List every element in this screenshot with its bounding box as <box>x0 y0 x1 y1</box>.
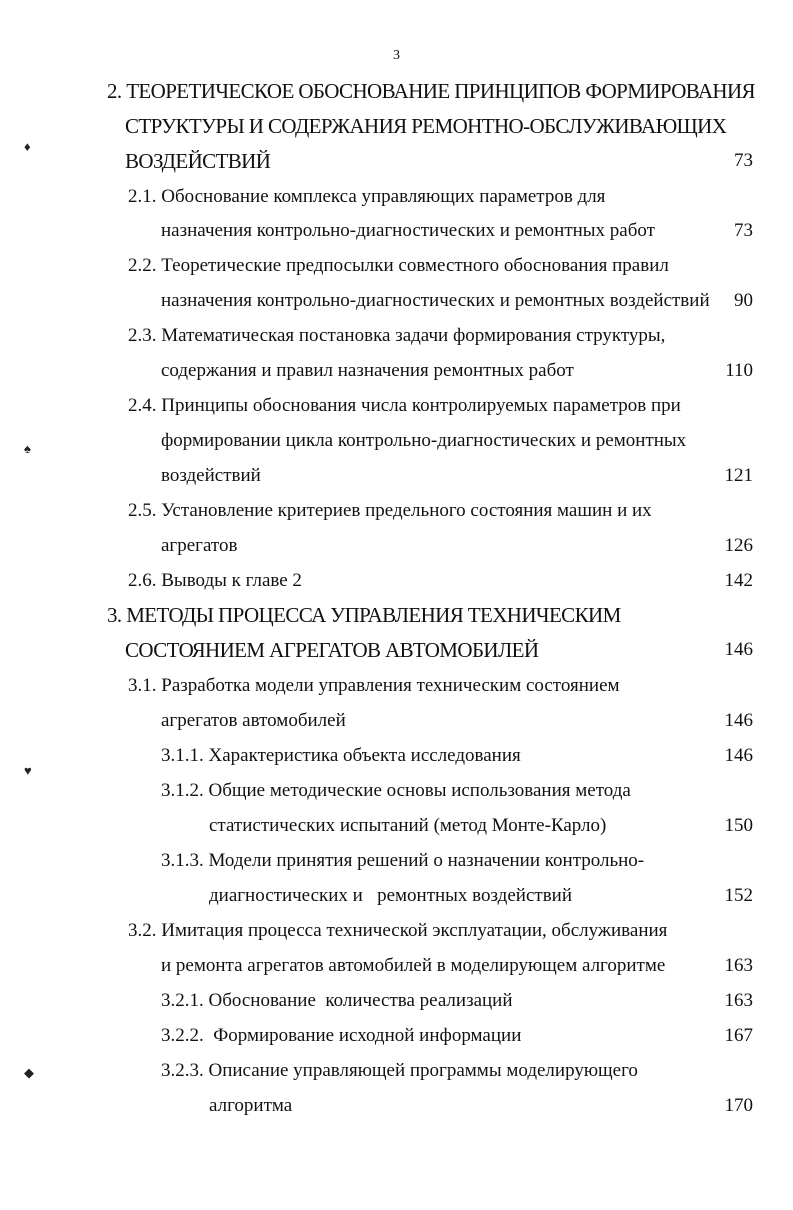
toc-line <box>0 635 793 665</box>
toc-line <box>0 146 793 176</box>
toc-entry-text: 2.2. Теоретические предпосылки совместного обоснования правил <box>128 255 669 276</box>
toc-line <box>0 111 793 141</box>
margin-mark: ◆ <box>24 1065 34 1080</box>
toc-line <box>0 566 793 596</box>
toc-entry-text: 2.1. Обоснование комплекса управляющих параметров для <box>128 186 606 207</box>
toc-line <box>0 811 793 841</box>
toc-line <box>0 216 793 246</box>
toc-entry-text: 3.2.2. Формирование исходной информации <box>161 1025 522 1046</box>
toc-entry-text: 2.3. Математическая постановка задачи формирования структуры, <box>128 325 666 346</box>
toc-line <box>0 426 793 456</box>
toc-page-number: 73 <box>734 220 753 241</box>
toc-page-number: 121 <box>724 465 753 486</box>
toc-page-number: 126 <box>724 535 753 556</box>
toc-line <box>0 1056 793 1086</box>
toc-entry-text: 3.2.3. Описание управляющей программы моделирующего <box>161 1060 638 1081</box>
toc-page-number: 150 <box>724 815 753 836</box>
toc-page-number: 90 <box>734 290 753 311</box>
toc-entry-text: формировании цикла контрольно-диагностических и ремонтных <box>161 430 687 451</box>
margin-mark: ♦ <box>24 139 31 154</box>
toc-page-number: 146 <box>724 710 753 731</box>
toc-line <box>0 182 793 212</box>
page-number: 3 <box>393 48 400 63</box>
toc-page-number: 163 <box>724 955 753 976</box>
toc-entry-text: 3.1.1. Характеристика объекта исследования <box>161 745 521 766</box>
toc-page-number: 146 <box>724 745 753 766</box>
toc-line <box>0 951 793 981</box>
toc-line <box>0 461 793 491</box>
toc-entry-text: воздействий <box>161 465 261 486</box>
toc-entry-text: 3.1.3. Модели принятия решений о назначении контрольно- <box>161 850 645 871</box>
toc-page-number: 110 <box>725 360 753 381</box>
toc-page-number: 73 <box>734 150 753 171</box>
toc-line <box>0 741 793 771</box>
toc-page-number: 167 <box>724 1025 753 1046</box>
toc-entry-text: 2.5. Установление критериев предельного состояния машин и их <box>128 500 652 521</box>
toc-entry-text: 3. МЕТОДЫ ПРОЦЕССА УПРАВЛЕНИЯ ТЕХНИЧЕСКИМ <box>107 603 621 627</box>
toc-line <box>0 916 793 946</box>
toc-entry-text: диагностических и ремонтных воздействий <box>209 885 572 906</box>
toc-entry-text: и ремонта агрегатов автомобилей в моделирующем алгоритме <box>161 955 666 976</box>
toc-entry-text: 3.1. Разработка модели управления техническим состоянием <box>128 675 620 696</box>
toc-entry-text: СОСТОЯНИЕМ АГРЕГАТОВ АВТОМОБИЛЕЙ <box>125 638 539 662</box>
toc-page-number: 142 <box>724 570 753 591</box>
toc-line <box>0 1021 793 1051</box>
margin-mark: ♥ <box>24 763 32 778</box>
toc-entry-text: СТРУКТУРЫ И СОДЕРЖАНИЯ РЕМОНТНО-ОБСЛУЖИВАЮЩИХ <box>125 114 727 138</box>
toc-line <box>0 356 793 386</box>
toc-entry-text: назначения контрольно-диагностических и ремонтных воздействий <box>161 290 710 311</box>
toc-line <box>0 321 793 351</box>
toc-entry-text: алгоритма <box>209 1095 293 1116</box>
toc-entry-text: 2. ТЕОРЕТИЧЕСКОЕ ОБОСНОВАНИЕ ПРИНЦИПОВ ФОРМИРОВАНИЯ <box>107 79 755 103</box>
toc-entry-text: содержания и правил назначения ремонтных работ <box>161 360 574 381</box>
toc-page-number: 152 <box>724 885 753 906</box>
toc-line <box>0 600 793 630</box>
toc-line <box>0 776 793 806</box>
toc-entry-text: 2.4. Принципы обоснования числа контролируемых параметров при <box>128 395 681 416</box>
toc-entry-text: 3.1.2. Общие методические основы использования метода <box>161 780 631 801</box>
toc-line <box>0 251 793 281</box>
toc-line <box>0 1091 793 1121</box>
toc-entry-text: назначения контрольно-диагностических и ремонтных работ <box>161 220 655 241</box>
toc-line <box>0 881 793 911</box>
toc-entry-text: 3.2.1. Обоснование количества реализаций <box>161 990 513 1011</box>
toc-page-number: 163 <box>724 990 753 1011</box>
toc-line <box>0 286 793 316</box>
toc-page-number: 146 <box>724 639 753 660</box>
toc-line <box>0 986 793 1016</box>
toc-line <box>0 671 793 701</box>
toc-entry-text: 2.6. Выводы к главе 2 <box>128 570 302 591</box>
toc-entry-text: 3.2. Имитация процесса технической эксплуатации, обслуживания <box>128 920 668 941</box>
toc-entry-text: агрегатов <box>161 535 238 556</box>
toc-page-number: 170 <box>724 1095 753 1116</box>
toc-line <box>0 391 793 421</box>
toc-line <box>0 846 793 876</box>
toc-entry-text: агрегатов автомобилей <box>161 710 346 731</box>
toc-line <box>0 706 793 736</box>
toc-entry-text: статистических испытаний (метод Монте-Карло) <box>209 815 607 836</box>
toc-line <box>0 531 793 561</box>
margin-mark: ♠ <box>24 441 31 456</box>
toc-entry-text: ВОЗДЕЙСТВИЙ <box>125 149 271 173</box>
toc-line <box>0 496 793 526</box>
toc-line <box>0 76 793 106</box>
